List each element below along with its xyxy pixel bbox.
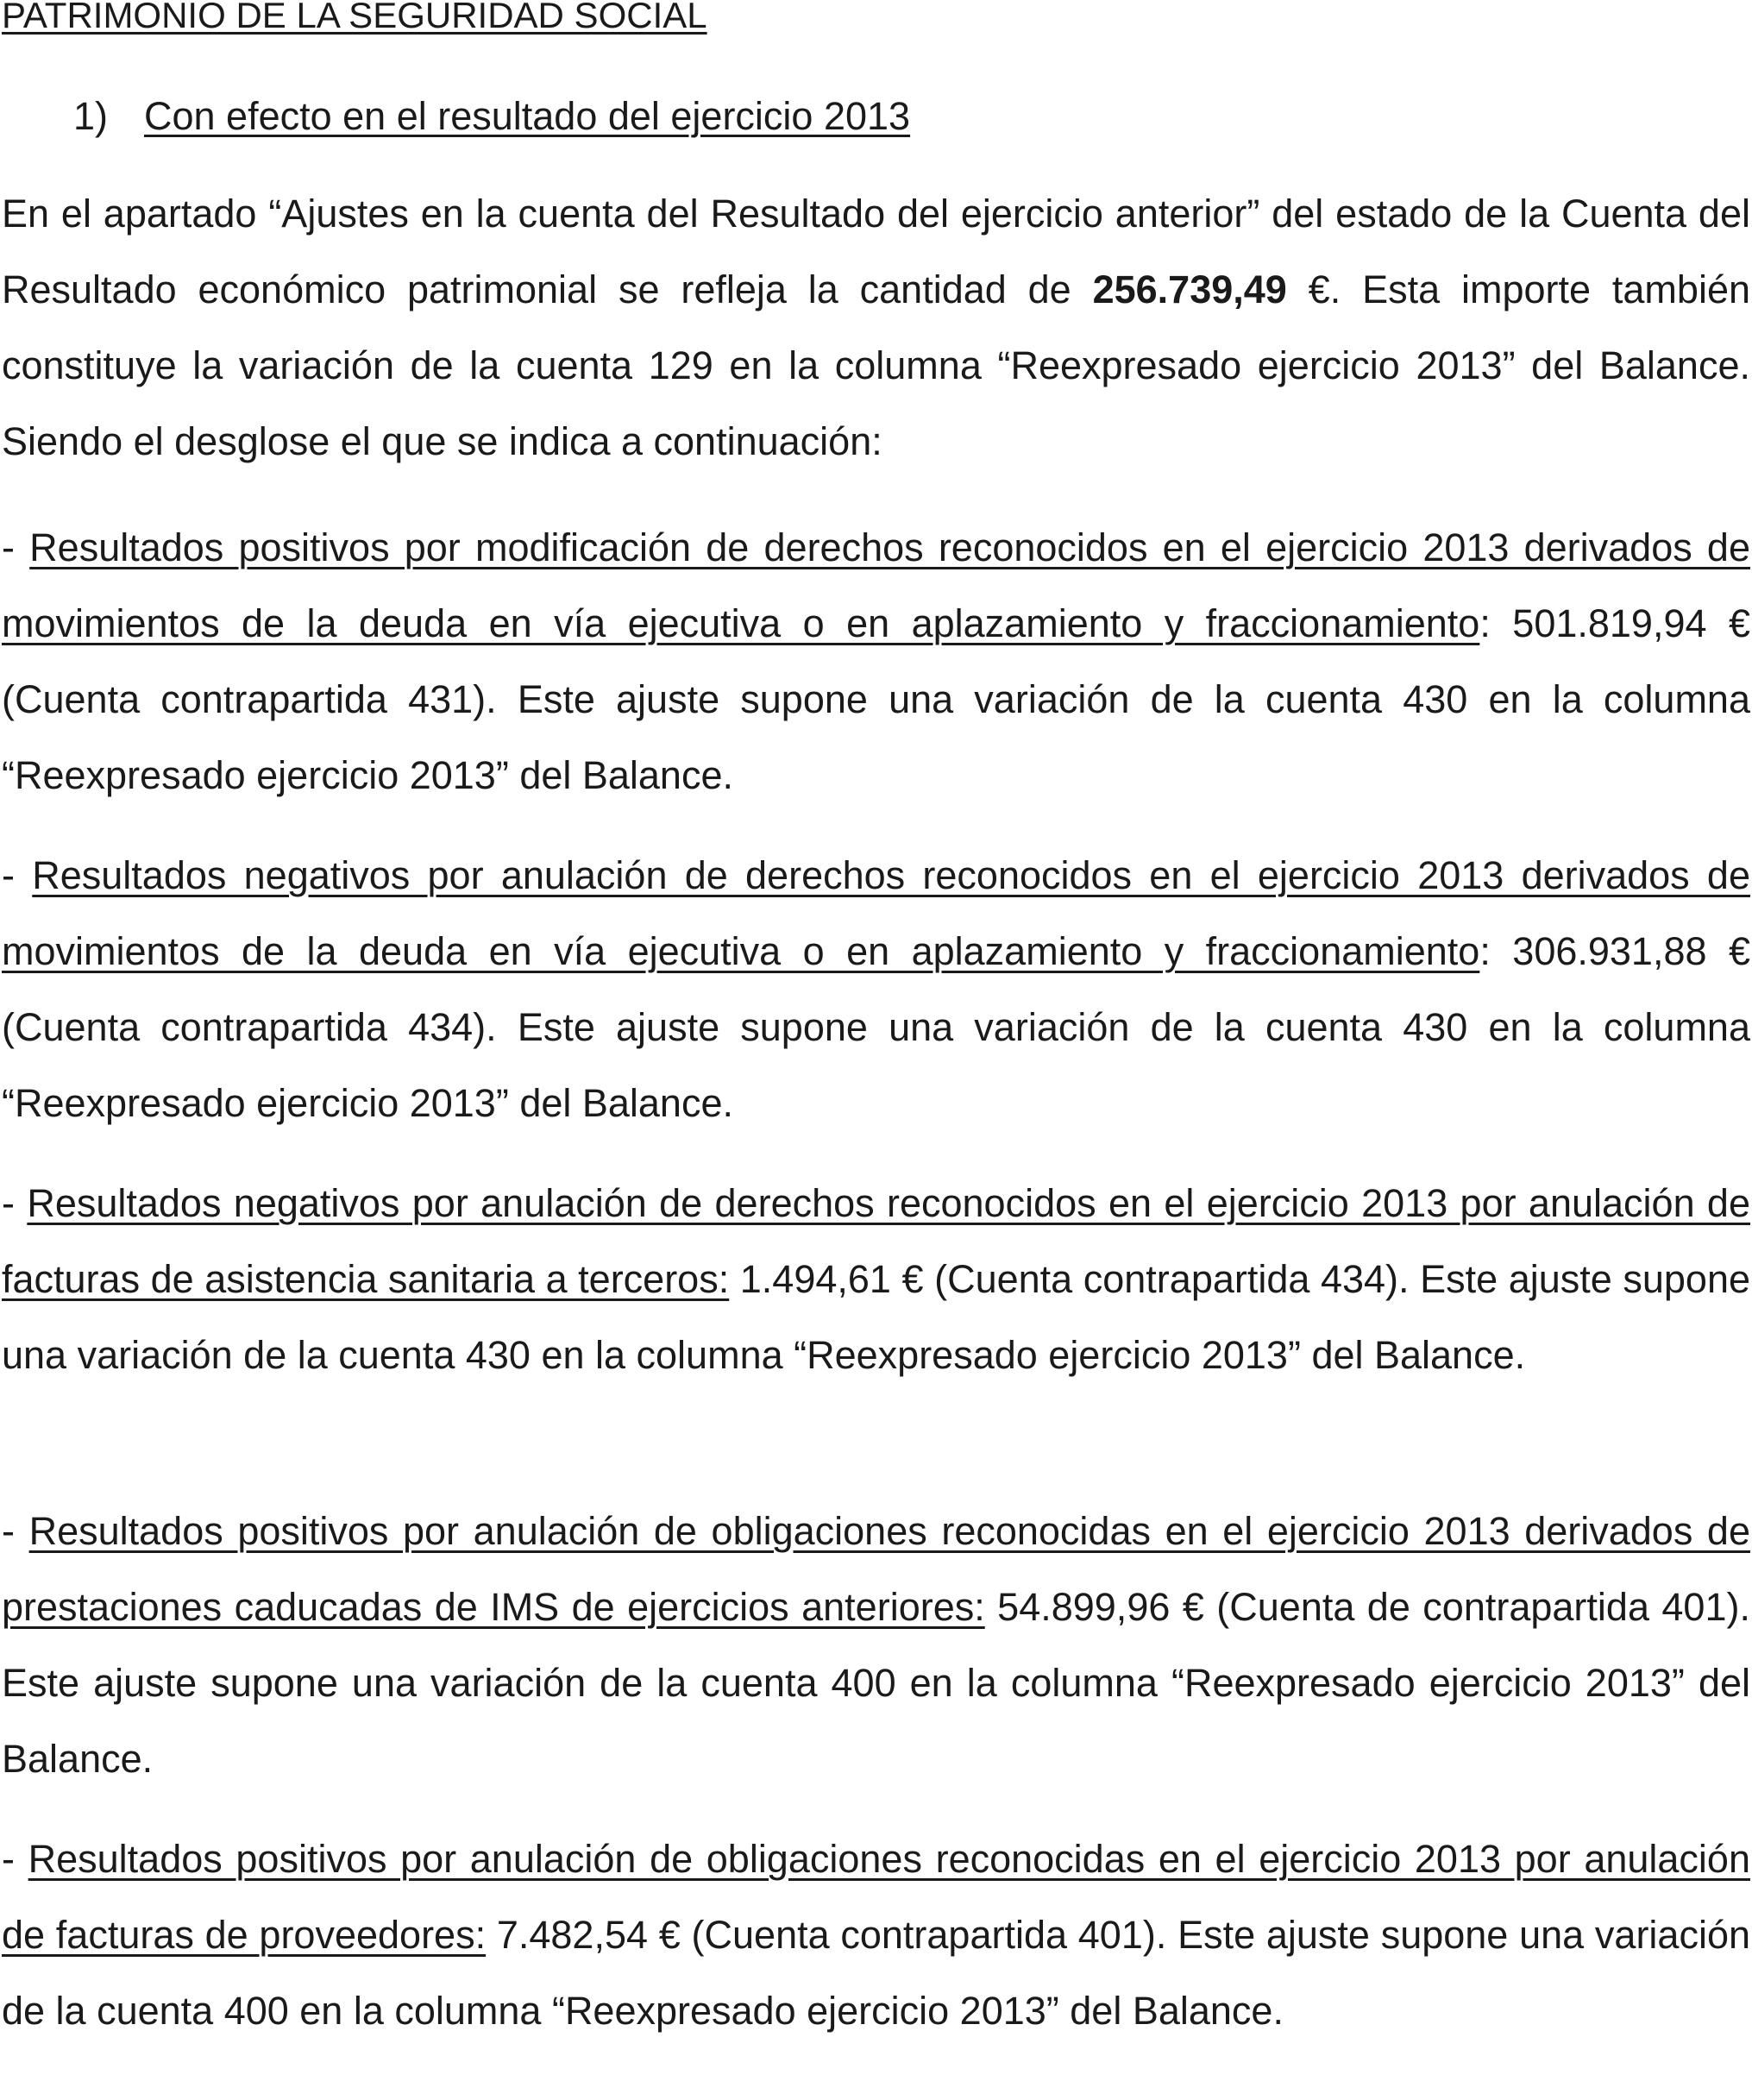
item-detail: 1.494,61 € (Cuenta contrapartida 434). Este ajuste supone una variación de la cuenta 430 en la columna “Reexpresado ejercicio 2013” del Balance. <box>2 1257 1750 1377</box>
item-detail: 7.482,54 € (Cuenta contrapartida 401). Este ajuste supone una variación de la cuenta 400 en la columna “Reexpresado ejercicio 2013” del Balance. <box>2 1913 1751 2033</box>
section-number: 1) <box>73 94 109 138</box>
item-label: Resultados positivos por anulación de obligaciones reconocidas en el ejercicio 2013 derivados de prestaciones caducadas de IMS de ejercicios anteriores: <box>2 1509 1750 1629</box>
adjustment-item-2 <box>2 838 1750 1141</box>
item-detail: : 306.931,88 € (Cuenta contrapartida 434). Este ajuste supone una variación de la cuenta 430 en la columna “Reexpresado ejercicio 2013” del Balance. <box>2 929 1750 1125</box>
item-detail: 54.899,96 € (Cuenta de contrapartida 401). Este ajuste supone una variación de la cuenta 400 en la columna “Reexpresado ejercicio 2013” del Balance. <box>2 1585 1750 1781</box>
adjustment-item-5 <box>2 1821 1750 2049</box>
item-prefix: - <box>2 1181 28 1225</box>
document-heading: PATRIMONIO DE LA SEGURIDAD SOCIAL <box>2 0 707 35</box>
item-prefix: - <box>2 1837 28 1881</box>
adjustment-item-1 <box>2 510 1750 814</box>
item-label: Resultados positivos por modificación de derechos reconocidos en el ejercicio 2013 derivados de movimientos de la deuda en vía ejecutiva o en aplazamiento y fraccionamiento <box>2 525 1750 645</box>
section-title: Con efecto en el resultado del ejercicio 2013 <box>144 94 911 138</box>
intro-text-before: En el apartado “Ajustes en la cuenta del Resultado del ejercicio anterior” del estado de la Cuenta del Resultado económico patrimonial se refleja la cantidad de <box>2 192 1750 311</box>
item-label: Resultados negativos por anulación de derechos reconocidos en el ejercicio 2013 por anulación de facturas de asistencia sanitaria a terceros: <box>2 1181 1750 1301</box>
item-prefix: - <box>2 1509 29 1553</box>
item-prefix: - <box>2 853 33 897</box>
intro-amount: 256.739,49 <box>1092 267 1287 311</box>
item-detail: : 501.819,94 € (Cuenta contrapartida 431). Este ajuste supone una variación de la cuenta 430 en la columna “Reexpresado ejercicio 2013” del Balance. <box>2 601 1750 797</box>
intro-paragraph <box>2 176 1750 480</box>
item-label: Resultados negativos por anulación de derechos reconocidos en el ejercicio 2013 derivados de movimientos de la deuda en vía ejecutiva o en aplazamiento y fraccionamiento <box>2 853 1750 973</box>
adjustment-item-3 <box>2 1166 1750 1393</box>
item-label: Resultados positivos por anulación de obligaciones reconocidas en el ejercicio 2013 por anulación de facturas de proveedores: <box>2 1837 1750 1957</box>
item-prefix: - <box>2 525 30 569</box>
intro-text-after: €. Esta importe también constituye la variación de la cuenta 129 en la columna “Reexpresado ejercicio 2013” del Balance. Siendo el desglose el que se indica a continuación: <box>2 267 1750 463</box>
section-heading <box>73 93 910 140</box>
adjustment-item-4 <box>2 1493 1750 1797</box>
